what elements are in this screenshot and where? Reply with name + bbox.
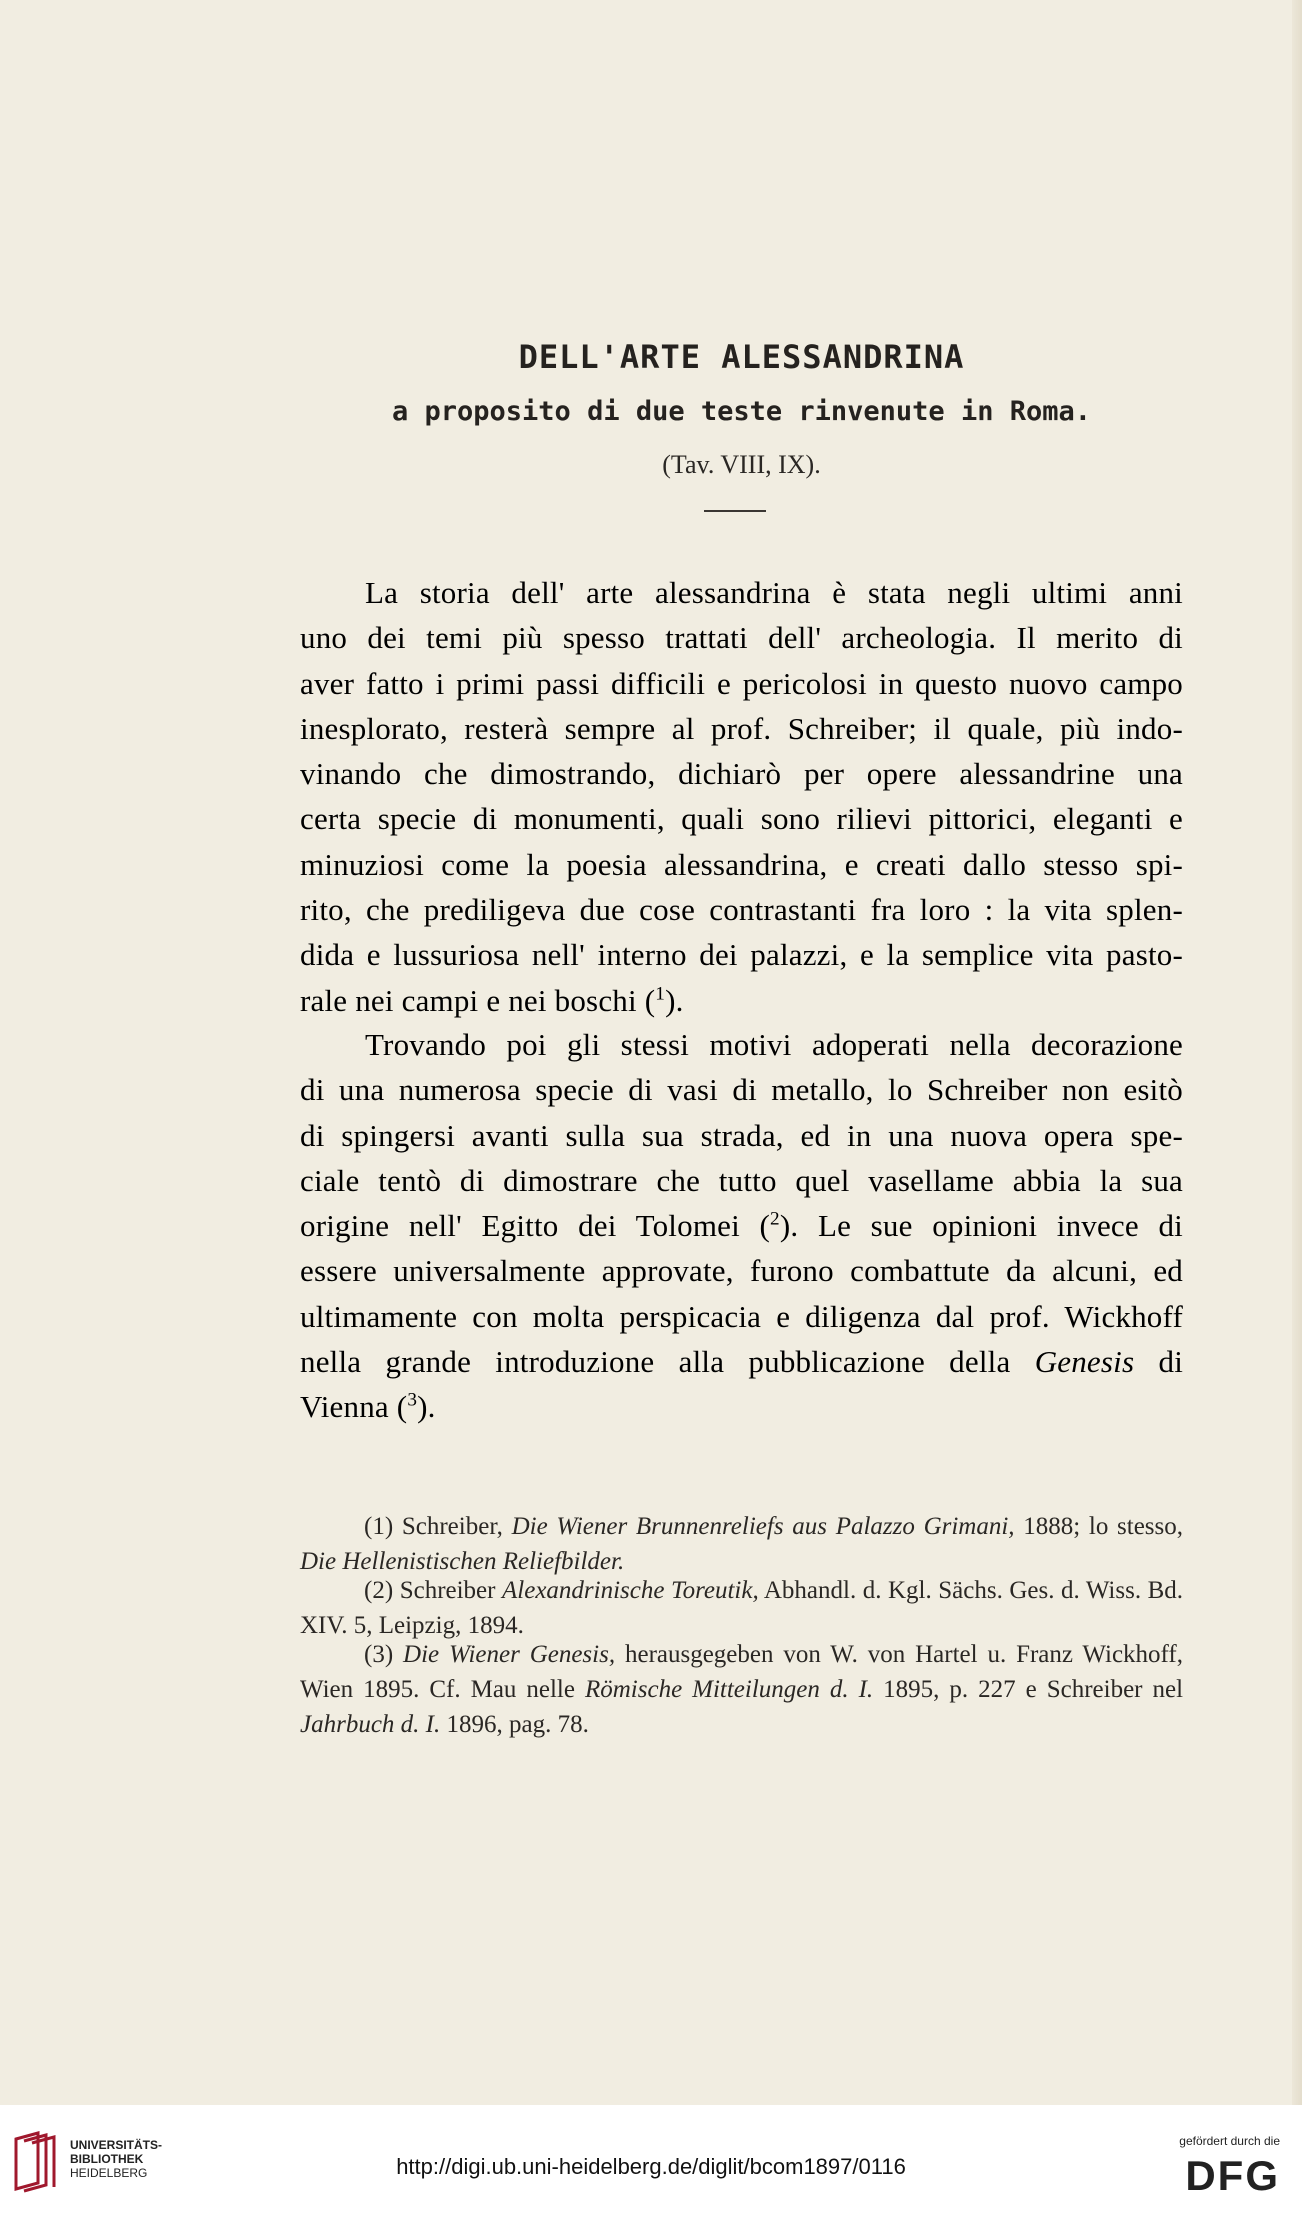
paragraph-line	[300, 1339, 1183, 1384]
paragraph-line: certa specie di monumenti, quali sono rilievi pittorici, eleganti e	[300, 801, 1183, 837]
paragraph-line: minuziosi come la poesia alessandrina, e creati dallo stesso spi-	[300, 846, 1183, 882]
plate-reference: (Tav. VIII, IX).	[662, 450, 821, 479]
footnote-italic: Die Wiener Genesis,	[403, 1641, 616, 1668]
title-rule	[704, 510, 766, 512]
line-text: ).	[665, 982, 684, 1018]
footnote-text: 1896, pag. 78.	[446, 1711, 589, 1738]
paragraph-line: di spingersi avanti sulla sua strada, ed in una nuova opera spe-	[300, 1117, 1183, 1153]
paragraph-1	[300, 570, 1183, 1023]
dfg-logo: DFG	[1185, 2152, 1280, 2199]
article-title: DELL'ARTE ALESSANDRINA	[518, 338, 965, 376]
paragraph-line: rito, che prediligeva due cose contrastanti fra loro : la vita splen-	[300, 892, 1183, 928]
footnote-text: Abhandl. d. Kgl. Sächs. Ges. d. Wiss. Bd. XIV. 5, Leipzig, 1894.	[300, 1577, 1184, 1639]
paragraph-line: Trovando poi gli stessi motivi adoperati nella decorazione	[365, 1027, 1183, 1062]
footnote-italic: Jahrbuch d. I.	[300, 1711, 441, 1738]
permalink-url[interactable]: http://digi.ub.uni-heidelberg.de/diglit/bcom1897/0116	[396, 2154, 906, 2179]
footnote-text: Schreiber,	[401, 1513, 503, 1540]
line-text: di	[1158, 1344, 1184, 1380]
footnote-3	[300, 1637, 1183, 1742]
footnote-italic: Die Hellenistischen Reliefbilder.	[300, 1548, 625, 1575]
footnote-ref: 2	[770, 1208, 780, 1230]
paragraph-line: inesplorato, resterà sempre al prof. Schreiber; il quale, più indo-	[300, 710, 1183, 746]
footnote-1	[300, 1509, 1183, 1579]
line-text: origine nell' Egitto dei Tolomei (	[300, 1208, 771, 1244]
paragraph-line: dida e lussuriosa nell' interno dei palazzi, e la semplice vita pasto-	[300, 937, 1183, 973]
paragraph-line	[300, 1203, 1183, 1248]
footnote-text: herausgegeben von W. von Hartel u. Franz Wickhoff, Wien 1895. Cf. Mau nelle	[300, 1641, 1183, 1703]
library-name-line: UNIVERSITÄTS-	[70, 2138, 163, 2152]
footnote-text: 1888; lo stesso,	[1023, 1513, 1184, 1540]
paragraph-line: di una numerosa specie di vasi di metallo, lo Schreiber non esitò	[300, 1072, 1183, 1108]
paragraph-line: ultimamente con molta perspicacia e diligenza dal prof. Wickhoff	[300, 1298, 1183, 1334]
footnote-mark: (2)	[364, 1577, 394, 1604]
line-text: Vienna (	[300, 1389, 408, 1425]
footnote-ref: 1	[655, 983, 666, 1005]
line-text: ). Le sue opinioni invece di	[779, 1208, 1183, 1244]
paragraph-line: La storia dell' arte alessandrina è stata negli ultimi anni	[365, 575, 1183, 610]
footnote-italic: Römische Mitteilungen d. I.	[584, 1676, 874, 1703]
article-subtitle: a proposito di due teste rinvenute in Roma.	[392, 396, 1091, 427]
page-edge-shadow	[1292, 0, 1302, 2105]
footnote-italic: Die Wiener Brunnenreliefs aus Palazzo Grimani,	[511, 1513, 1015, 1540]
footnote-text: 1895, p. 227 e Schreiber nel	[883, 1676, 1184, 1703]
footnote-mark: (3)	[364, 1641, 394, 1668]
line-text: rale nei campi e nei boschi (	[300, 982, 656, 1018]
paragraph-last-line	[300, 978, 1183, 1023]
library-name-line: HEIDELBERG	[70, 2166, 148, 2180]
paragraph-2	[300, 1022, 1183, 1430]
footnote-italic: Alexandrinische Toreutik,	[502, 1577, 759, 1604]
footnote-ref: 3	[407, 1390, 418, 1412]
line-text: nella grande introduzione alla pubblicazione della	[300, 1344, 1011, 1380]
paragraph-line: aver fatto i primi passi difficili e pericolosi in questo nuovo campo	[300, 665, 1183, 701]
italic-title: Genesis	[1034, 1344, 1135, 1380]
footnote-mark: (1)	[364, 1513, 394, 1540]
paragraph-line: essere universalmente approvate, furono combattute da alcuni, ed	[300, 1253, 1183, 1289]
footnote-2	[300, 1573, 1183, 1643]
paragraph-line: ciale tentò di dimostrare che tutto quel vasellame abbia la sua	[300, 1162, 1183, 1198]
footnote-text: Schreiber	[399, 1577, 496, 1604]
paragraph-line: uno dei temi più spesso trattati dell' archeologia. Il merito di	[300, 620, 1183, 656]
paragraph-last-line	[300, 1384, 1183, 1429]
paragraph-line: vinando che dimostrando, dichiarò per opere alessandrine una	[300, 756, 1183, 792]
line-text: ).	[417, 1389, 436, 1425]
library-name-line: BIBLIOTHEK	[70, 2152, 144, 2166]
funding-note: gefördert durch die	[1179, 2134, 1280, 2148]
